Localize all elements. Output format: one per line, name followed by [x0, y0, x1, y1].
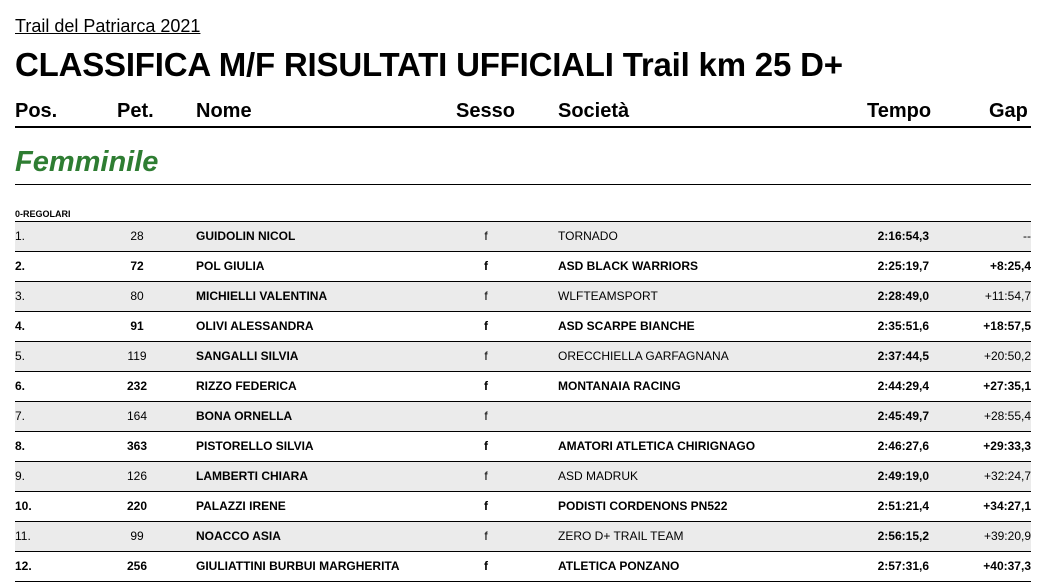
- gap-cell: +8:25,4: [989, 259, 1031, 273]
- time-cell: 2:25:19,7: [877, 259, 929, 273]
- gap-cell: +32:24,7: [983, 469, 1031, 483]
- gap-cell: +11:54,7: [984, 289, 1031, 303]
- table-row: [15, 312, 1031, 342]
- position-cell: 9.: [15, 469, 26, 483]
- athlete-name-cell: OLIVI ALESSANDRA: [196, 319, 314, 333]
- column-header-time: Tempo: [867, 100, 932, 122]
- sex-cell: f: [484, 319, 488, 333]
- table-row: [15, 342, 1031, 372]
- club-cell: ASD SCARPE BIANCHE: [558, 319, 695, 333]
- column-header-gap: Gap: [989, 100, 1028, 122]
- athlete-name-cell: GIULIATTINI BURBUI MARGHERITA: [196, 559, 400, 573]
- gap-cell: +40:37,3: [983, 559, 1031, 573]
- bib-cell: 99: [130, 529, 144, 543]
- sex-cell: f: [484, 499, 488, 513]
- table-row: [15, 432, 1031, 462]
- position-cell: 7.: [15, 409, 26, 423]
- club-cell: ZERO D+ TRAIL TEAM: [558, 529, 684, 543]
- position-cell: 10.: [15, 499, 32, 513]
- event-name: Trail del Patriarca 2021: [15, 16, 201, 36]
- club-cell: MONTANAIA RACING: [558, 379, 681, 393]
- results-table: [15, 221, 1031, 582]
- position-cell: 5.: [15, 349, 26, 363]
- athlete-name-cell: PALAZZI IRENE: [196, 499, 286, 513]
- category-heading: Femminile: [15, 146, 159, 178]
- club-cell: PODISTI CORDENONS PN522: [558, 499, 728, 513]
- bib-cell: 220: [126, 499, 148, 513]
- athlete-name-cell: PISTORELLO SILVIA: [196, 439, 314, 453]
- time-cell: 2:44:29,4: [877, 379, 929, 393]
- gap-cell: +20:50,2: [983, 349, 1031, 363]
- category-divider: [15, 184, 1031, 185]
- time-cell: 2:28:49,0: [877, 289, 929, 303]
- gap-cell: +28:55,4: [983, 409, 1031, 423]
- time-cell: 2:56:15,2: [877, 529, 929, 543]
- page-title: CLASSIFICA M/F RISULTATI UFFICIALI Trail km 25 D+: [15, 46, 843, 83]
- bib-cell: 363: [126, 439, 148, 453]
- table-row: [15, 222, 1031, 252]
- athlete-name-cell: GUIDOLIN NICOL: [196, 229, 296, 243]
- gap-cell: +29:33,3: [983, 439, 1031, 453]
- club-cell: AMATORI ATLETICA CHIRIGNAGO: [558, 439, 756, 453]
- sex-cell: f: [484, 349, 488, 363]
- group-label: 0-REGOLARI: [15, 209, 71, 219]
- bib-cell: 28: [130, 229, 144, 243]
- bib-cell: 80: [130, 289, 144, 303]
- sex-cell: f: [484, 439, 488, 453]
- column-header-name: Nome: [196, 100, 252, 122]
- gap-cell: +39:20,9: [983, 529, 1031, 543]
- athlete-name-cell: POL GIULIA: [196, 259, 265, 273]
- time-cell: 2:46:27,6: [877, 439, 929, 453]
- time-cell: 2:37:44,5: [877, 349, 929, 363]
- time-cell: 2:51:21,4: [877, 499, 929, 513]
- position-cell: 4.: [15, 319, 26, 333]
- athlete-name-cell: SANGALLI SILVIA: [196, 349, 299, 363]
- gap-cell: +27:35,1: [983, 379, 1031, 393]
- position-cell: 6.: [15, 379, 26, 393]
- bib-cell: 119: [127, 349, 147, 363]
- table-row: [15, 402, 1031, 432]
- sex-cell: f: [484, 409, 488, 423]
- gap-cell: +34:27,1: [983, 499, 1031, 513]
- athlete-name-cell: LAMBERTI CHIARA: [196, 469, 308, 483]
- position-cell: 12.: [15, 559, 32, 573]
- bib-cell: 256: [126, 559, 148, 573]
- athlete-name-cell: RIZZO FEDERICA: [196, 379, 297, 393]
- table-row: [15, 492, 1031, 522]
- bib-cell: 126: [126, 469, 148, 483]
- column-header-row: [15, 98, 1031, 128]
- gap-cell: +18:57,5: [983, 319, 1031, 333]
- column-header-sex: Sesso: [456, 100, 515, 122]
- gap-cell: --: [1023, 229, 1031, 243]
- club-cell: ATLETICA PONZANO: [558, 559, 680, 573]
- bib-cell: 164: [126, 409, 148, 423]
- bib-cell: 232: [126, 379, 148, 393]
- position-cell: 11.: [15, 529, 31, 543]
- sex-cell: f: [484, 379, 488, 393]
- club-cell: ASD BLACK WARRIORS: [558, 259, 698, 273]
- bib-cell: 91: [130, 319, 144, 333]
- sex-cell: f: [484, 529, 488, 543]
- table-row: [15, 372, 1031, 402]
- athlete-name-cell: NOACCO ASIA: [196, 529, 281, 543]
- bib-cell: 72: [130, 259, 144, 273]
- athlete-name-cell: MICHIELLI VALENTINA: [196, 289, 328, 303]
- column-header-pet: Pet.: [117, 100, 154, 122]
- sex-cell: f: [484, 259, 488, 273]
- club-cell: ASD MADRUK: [558, 469, 639, 483]
- time-cell: 2:49:19,0: [877, 469, 929, 483]
- athlete-name-cell: BONA ORNELLA: [196, 409, 293, 423]
- time-cell: 2:45:49,7: [877, 409, 929, 423]
- sex-cell: f: [484, 469, 488, 483]
- sex-cell: f: [484, 559, 488, 573]
- time-cell: 2:35:51,6: [877, 319, 929, 333]
- table-row: [15, 462, 1031, 492]
- column-header-club: Società: [558, 100, 630, 122]
- position-cell: 1.: [15, 229, 26, 243]
- position-cell: 3.: [15, 289, 26, 303]
- time-cell: 2:16:54,3: [877, 229, 929, 243]
- club-cell: WLFTEAMSPORT: [558, 289, 658, 303]
- table-row: [15, 252, 1031, 282]
- table-row: [15, 552, 1031, 582]
- column-header-pos: Pos.: [15, 100, 58, 122]
- sex-cell: f: [484, 229, 488, 243]
- table-row: [15, 522, 1031, 552]
- club-cell: ORECCHIELLA GARFAGNANA: [558, 349, 729, 363]
- sex-cell: f: [484, 289, 488, 303]
- club-cell: TORNADO: [558, 229, 618, 243]
- position-cell: 8.: [15, 439, 26, 453]
- time-cell: 2:57:31,6: [877, 559, 929, 573]
- table-row: [15, 282, 1031, 312]
- position-cell: 2.: [15, 259, 26, 273]
